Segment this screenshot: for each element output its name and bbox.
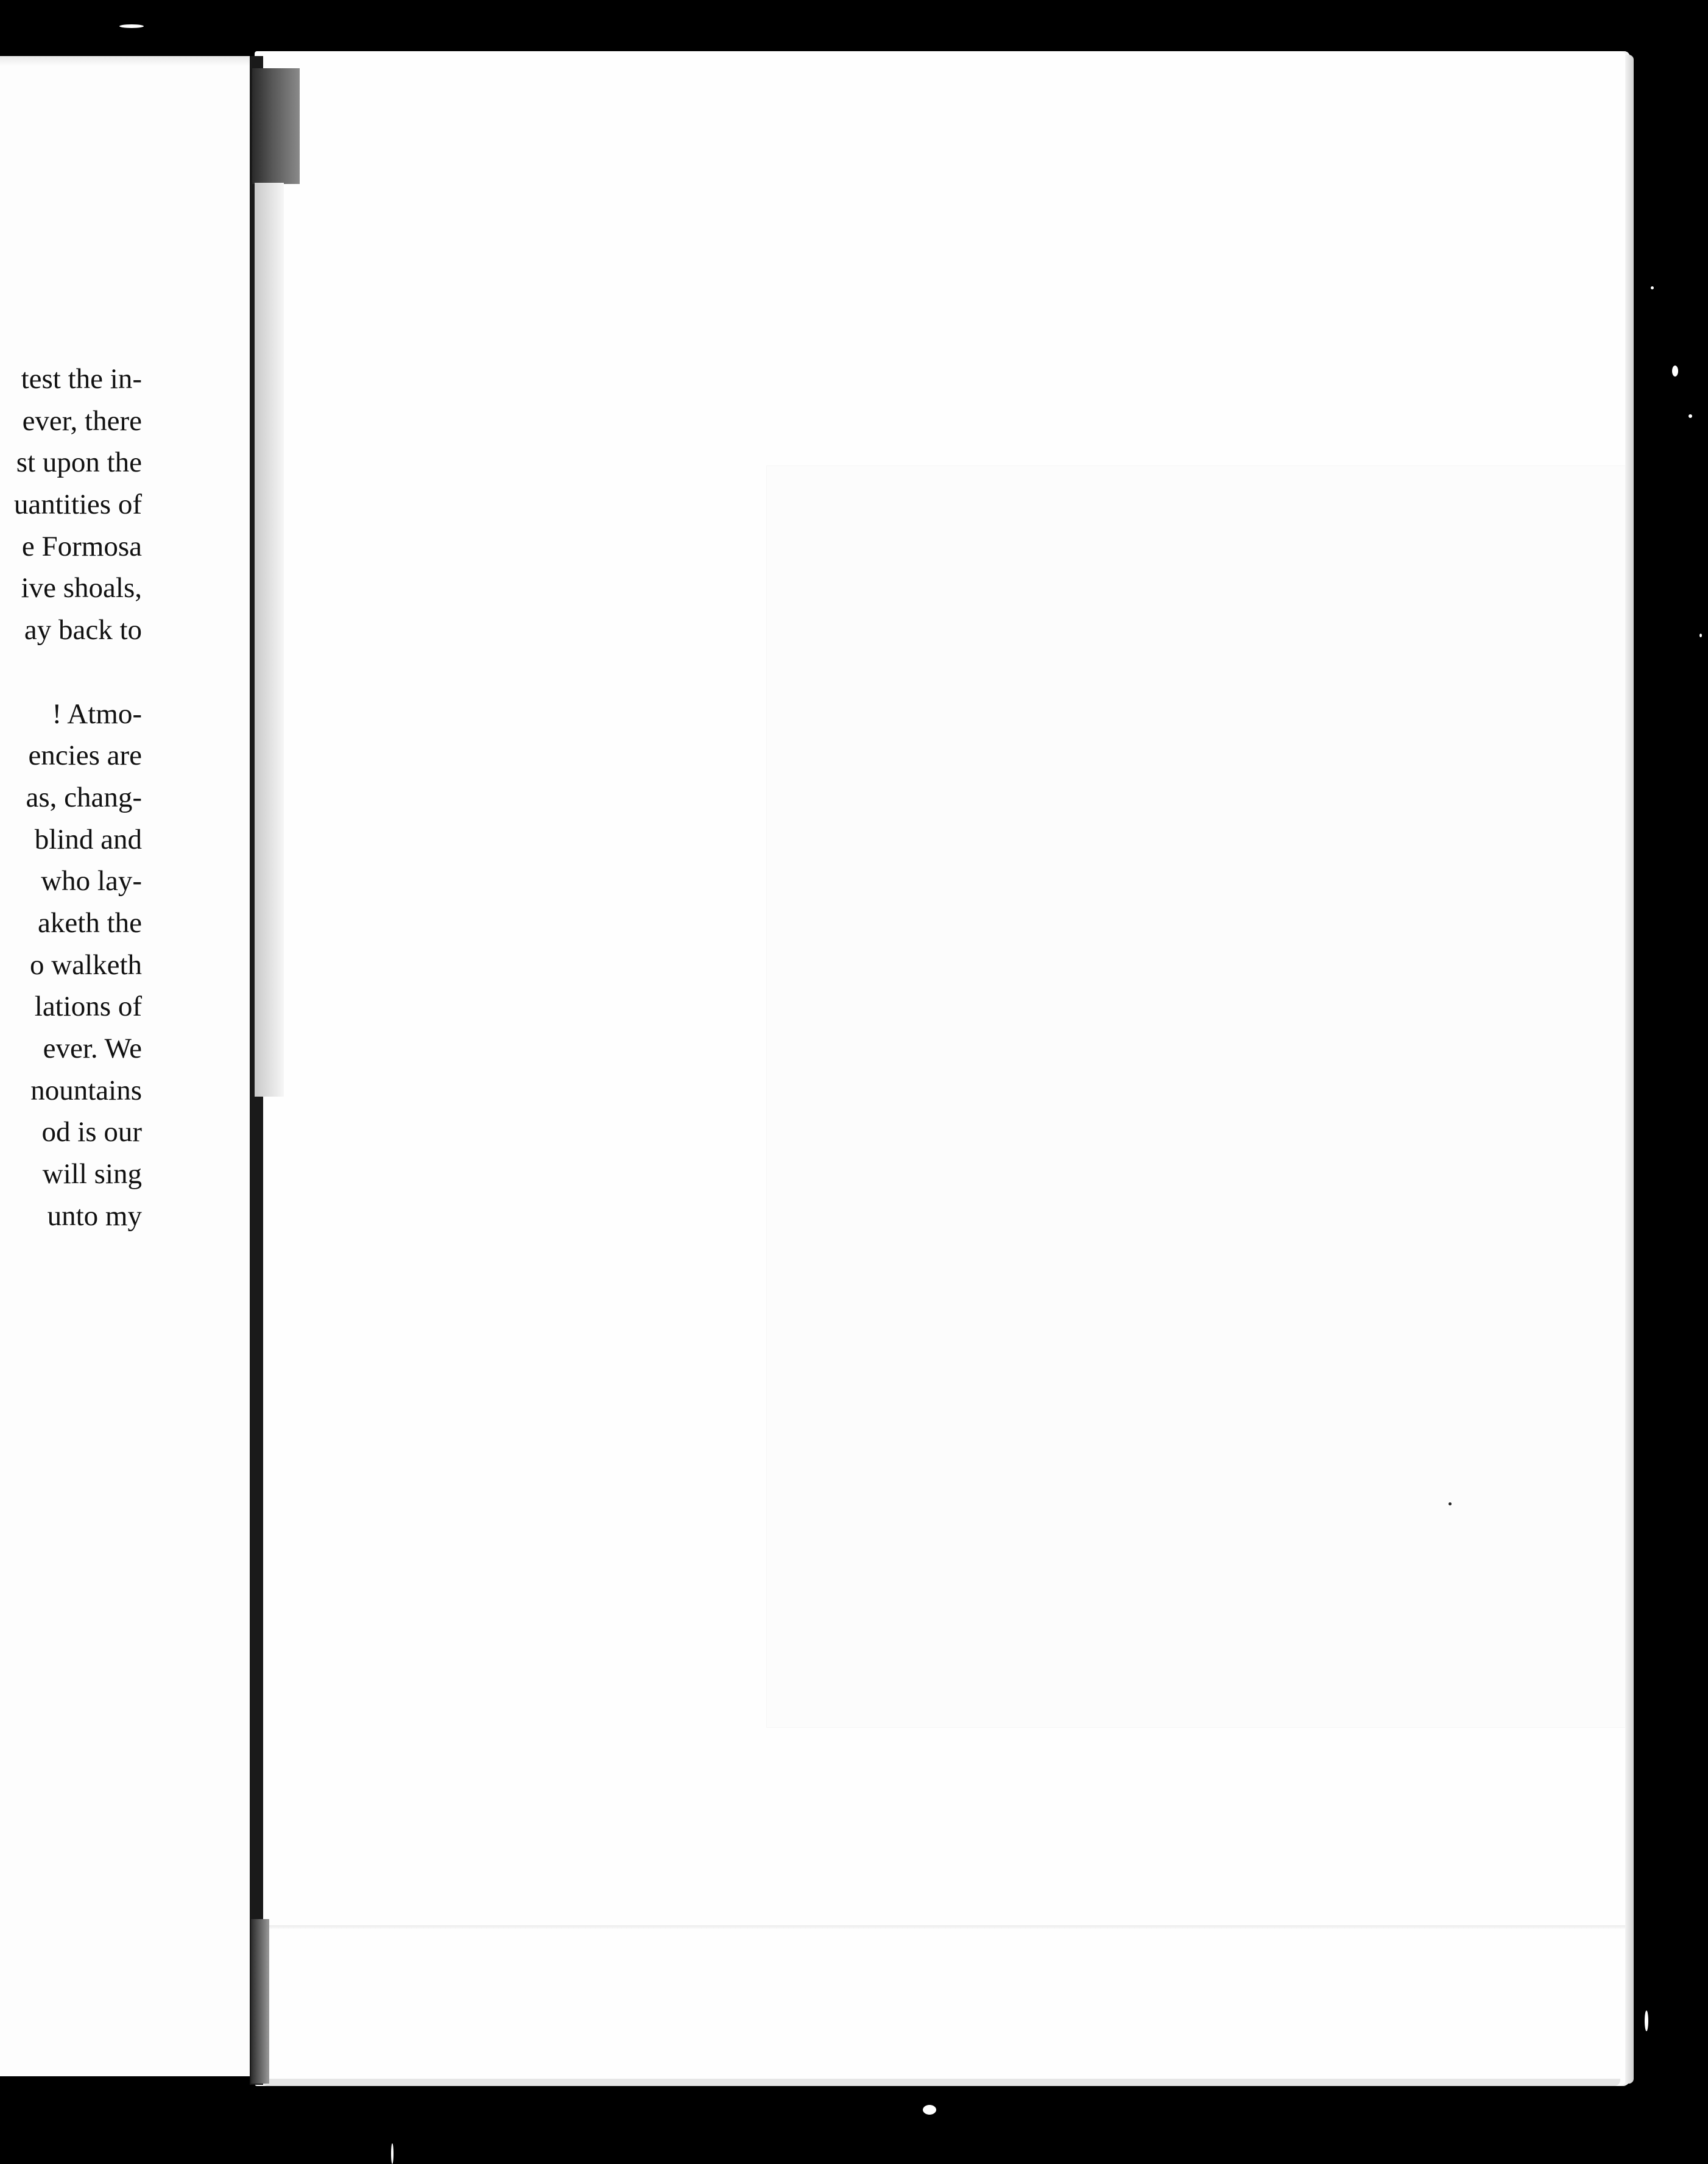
text-line: will sing <box>42 1158 142 1190</box>
paragraph-gap <box>0 651 142 693</box>
text-line: o walketh <box>29 949 142 981</box>
scan-speck <box>1689 414 1692 418</box>
text-line: st upon the <box>16 447 142 479</box>
gutter-shadow <box>252 68 300 184</box>
scan-speck <box>923 2105 936 2115</box>
text-line: ! Atmo- <box>52 698 142 730</box>
scan-speck <box>1699 634 1702 637</box>
text-line: e Formosa <box>21 530 142 562</box>
text-line: ever. We <box>43 1033 142 1064</box>
text-line: od is our <box>41 1116 142 1148</box>
scan-speck <box>1449 1502 1452 1505</box>
text-line: aketh the <box>38 907 142 939</box>
right-page-edge <box>1625 55 1634 2084</box>
scan-speck <box>391 2143 393 2164</box>
text-line: unto my <box>47 1200 142 1232</box>
text-line: ever, there <box>22 405 142 437</box>
text-line: uantities of <box>13 489 142 521</box>
left-page-text-block <box>0 358 142 1237</box>
text-line: lations of <box>34 991 142 1023</box>
scan-speck <box>1651 286 1654 289</box>
text-line: encies are <box>28 740 142 772</box>
text-line: who lay- <box>41 865 142 897</box>
right-page-bottom-edge <box>262 2079 1620 2086</box>
text-line: ive shoals, <box>21 572 142 604</box>
show-through-plate-ghost <box>766 465 1708 1728</box>
gutter-lower-shadow <box>251 1919 269 2084</box>
page-top-shadow <box>0 56 255 66</box>
text-line: ay back to <box>24 614 142 646</box>
gutter-inner-strip <box>255 183 284 1097</box>
text-line: blind and <box>34 823 142 855</box>
right-page-blank-leaf <box>255 51 1630 2086</box>
text-line: nountains <box>30 1074 142 1106</box>
text-line: test the in- <box>21 363 142 395</box>
left-page <box>0 56 255 2076</box>
scan-speck <box>119 24 144 28</box>
lower-page-fold-line <box>255 1925 1625 1929</box>
scan-speck <box>1672 366 1678 377</box>
scan-speck <box>1645 2010 1648 2031</box>
text-line: as, chang- <box>26 781 142 813</box>
